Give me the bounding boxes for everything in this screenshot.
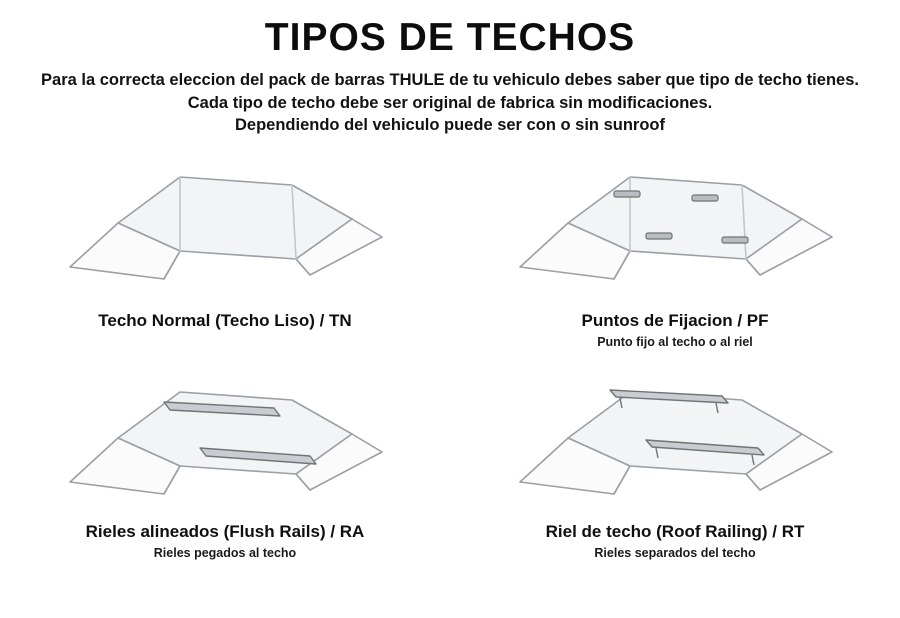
- roof-type-subcaption: Punto fijo al techo o al riel: [597, 334, 753, 349]
- subtitle-block: [30, 69, 870, 137]
- roof-type-caption: Puntos de Fijacion / PF: [581, 311, 769, 331]
- page-title: TIPOS DE TECHOS: [264, 16, 636, 59]
- roof-type-card-rieles-alineados: [0, 370, 450, 585]
- riel-de-techo-illustration: [450, 370, 900, 520]
- techo-normal-illustration: [0, 155, 450, 305]
- subtitle-line-1: Para la correcta eleccion del pack de barras THULE de tu vehiculo debes saber que tipo de techo tienes.: [41, 70, 859, 89]
- roof-types-infographic: [0, 18, 900, 618]
- subtitle-line-3: Dependiendo del vehiculo puede ser con o sin sunroof: [235, 116, 665, 135]
- subtitle-line-2: Cada tipo de techo debe ser original de fabrica sin modificaciones.: [187, 93, 713, 112]
- roof-type-caption: Riel de techo (Roof Railing) / RT: [545, 522, 805, 542]
- roof-type-caption: Rieles alineados (Flush Rails) / RA: [85, 522, 365, 542]
- rieles-alineados-illustration: [0, 370, 450, 520]
- roof-type-card-puntos-de-fijacion: [450, 155, 900, 370]
- roof-type-subcaption: Rieles pegados al techo: [153, 545, 297, 560]
- roof-type-caption: Techo Normal (Techo Liso) / TN: [98, 311, 352, 331]
- roof-type-subcaption: Rieles separados del techo: [594, 545, 756, 560]
- roof-type-card-riel-de-techo: [450, 370, 900, 585]
- puntos-de-fijacion-illustration: [450, 155, 900, 305]
- roof-type-card-techo-normal: [0, 155, 450, 370]
- roof-type-grid: [0, 155, 900, 585]
